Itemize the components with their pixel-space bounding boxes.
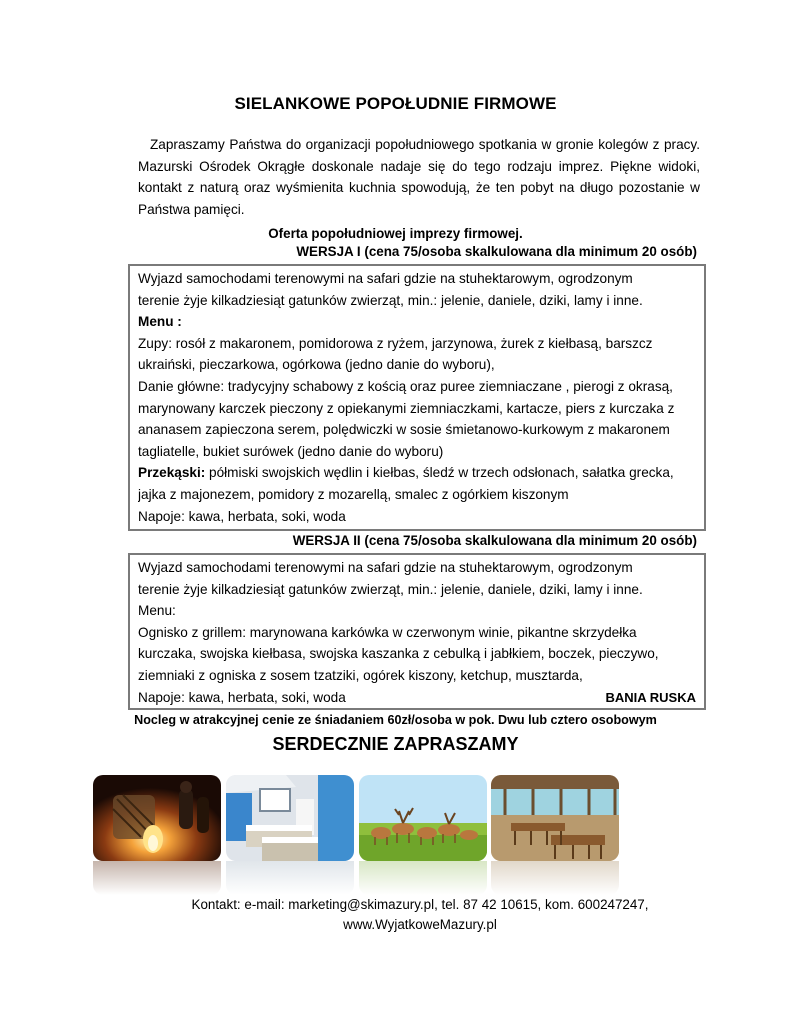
bania-ruska-label: BANIA RUSKA <box>605 689 696 705</box>
restaurant-reflection <box>491 861 619 895</box>
v1-snacks-label: Przekąski: <box>138 465 206 481</box>
v1-mains-line3: ananasem zapieczona serem, polędwiczki w sosie śmietanowo-kurkowym z makaronem <box>138 422 670 438</box>
version2-box <box>128 553 706 710</box>
website-line: www.WyjatkoweMazury.pl <box>343 917 497 932</box>
closing-heading: SERDECZNIE ZAPRASZAMY <box>272 734 519 754</box>
v1-mains-line1: Danie główne: tradycyjny schabowy z kością oraz puree ziemniaczane , pierogi z okrasą, <box>138 378 673 394</box>
v1-safari-line2: terenie żyje kilkadziesiąt gatunków zwierząt, min.: jelenie, daniele, dziki, lamy i inne. <box>138 292 643 308</box>
campfire-reflection <box>93 861 221 895</box>
v1-mains-line4: tagliatelle, bukiet surówek (jedno danie do wyboru) <box>138 443 444 459</box>
v1-snacks-line1: Przekąski: półmiski swojskich wędlin i kiełbas, śledź w trzech odsłonach, sałatka grecka, <box>138 465 674 481</box>
v2-drinks-line <box>138 687 696 709</box>
version1-box <box>128 264 706 531</box>
room-reflection <box>226 861 354 895</box>
version1-heading: WERSJA I (cena 75/osoba skalkulowana dla minimum 20 osób) <box>296 244 697 259</box>
v1-drinks: Napoje: kawa, herbata, soki, woda <box>138 508 346 524</box>
v1-soups-line1: Zupy: rosół z makaronem, pomidorowa z ryżem, jarzynowa, żurek z kiełbasą, barszcz <box>138 335 653 351</box>
v2-drinks: Napoje: kawa, herbata, soki, woda <box>138 689 346 705</box>
v1-safari-line1: Wyjazd samochodami terenowymi na safari gdzie na stuhektarowym, ogrodzonym <box>138 271 633 286</box>
v2-menu-label: Menu: <box>138 603 176 619</box>
restaurant-photo <box>491 775 619 861</box>
v1-soups-line2: ukraiński, pieczarkowa, ogórkowa (jedno danie do wyboru), <box>138 357 495 373</box>
v1-mains-line2: marynowany karczek pieczony z opiekanymi ziemniaczkami, kartacze, piers z kurczaka z <box>138 400 675 416</box>
page-title: SIELANKOWE POPOŁUDNIE FIRMOWE <box>234 94 557 113</box>
photo-strip <box>93 775 623 895</box>
deer-photo <box>359 775 487 861</box>
room-photo <box>226 775 354 861</box>
v2-grill-line1: Ognisko z grillem: marynowana karkówka w czerwonym winie, pikantne skrzydełka <box>138 624 637 640</box>
campfire-photo <box>93 775 221 861</box>
v2-grill-line2: kurczaka, swojska kiełbasa, swojska kaszanka z cebulką i jabłkiem, boczek, pieczywo, <box>138 646 659 662</box>
v1-menu-label: Menu : <box>138 314 182 330</box>
v2-safari-line1: Wyjazd samochodami terenowymi na safari gdzie na stuhektarowym, ogrodzonym <box>138 560 633 575</box>
version2-heading: WERSJA II (cena 75/osoba skalkulowana dla minimum 20 osób) <box>292 533 697 548</box>
contact-line: Kontakt: e-mail: marketing@skimazury.pl, tel. 87 42 10615, kom. 600247247, <box>191 897 649 912</box>
offer-heading: Oferta popołudniowej imprezy firmowej. <box>268 226 523 241</box>
intro-text: Zapraszamy Państwa do organizacji popołudniowego spotkania w gronie kolegów z pracy. Mazurski Ośrodek Okrągłe doskonale nadaje się do tego rodzaju imprez. Piękne widoki, kontakt z naturą oraz wyśmienita kuchnia spowodują, że ten pobyt na długo pozostanie w Państwa pamięci. <box>138 137 700 217</box>
intro-paragraph <box>138 134 700 220</box>
accommodation-note: Nocleg w atrakcyjnej cenie ze śniadaniem 60zł/osoba w pok. Dwu lub cztero osobowym <box>134 713 657 727</box>
v2-safari-line2: terenie żyje kilkadziesiąt gatunków zwierząt, min.: jelenie, daniele, dziki, lamy i inne. <box>138 581 643 597</box>
v1-snacks-line2: jajka z majonezem, pomidory z mozarellą, smalec z ogórkiem kiszonym <box>138 486 569 502</box>
v2-grill-line3: ziemniaki z ogniska z sosem tzatziki, ogórek kiszony, ketchup, musztarda, <box>138 667 583 683</box>
deer-reflection <box>359 861 487 895</box>
